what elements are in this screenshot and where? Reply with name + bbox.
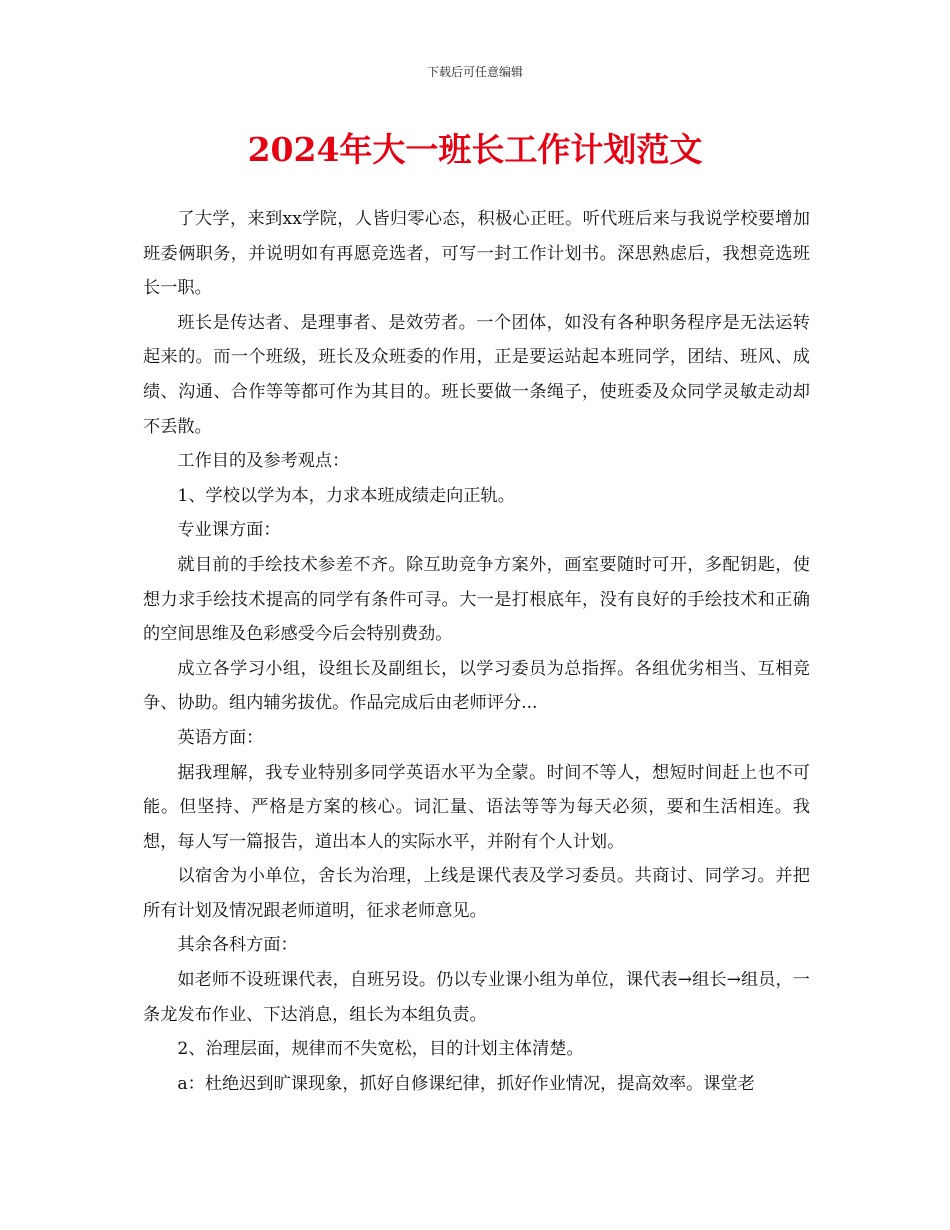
paragraph: 成立各学习小组，设组长及副组长，以学习委员为总指挥。各组优劣相当、互相竞争、协助。组内辅劣拔优。作品完成后由老师评分...: [143, 658, 810, 714]
paragraph: 工作目的及参考观点：: [177, 451, 350, 472]
paragraph: 专业课方面：: [177, 520, 281, 541]
paragraph: 其余各科方面：: [177, 935, 298, 956]
paragraph: 班长是传达者、是理事者、是效劳者。一个团体，如没有各种职务程序是无法运转起来的。而一个班级，班长及众班委的作用，正是要运站起本班同学，团结、班风、成绩、沟通、合作等等都可作为其目的。班长要做一条绳子，使班委及众同学灵敏走动却不丢散。: [143, 312, 810, 437]
paragraph: 据我理解，我专业特别多同学英语水平为全蒙。时间不等人，想短时间赶上也不可能。但坚持、严格是方案的核心。词汇量、语法等等为每天必须，要和生活相连。我想，每人写一篇报告，道出本人的实际水平，并附有个人计划。: [143, 762, 810, 852]
header-note: 下载后可任意编辑: [426, 65, 523, 79]
paragraph: 以宿舍为小单位，舍长为治理，上线是课代表及学习委员。共商讨、同学习。并把所有计划及情况跟老师道明，征求老师意见。: [143, 866, 810, 921]
paragraph: 1、学校以学为本，力求本班成绩走向正轨。: [177, 485, 515, 506]
paragraph: 就目前的手绘技术参差不齐。除互助竞争方案外，画室要随时可开，多配钥匙，使想力求手绘技术提高的同学有条件可寻。大一是打根底年，没有良好的手绘技术和正确的空间思维及色彩感受今后会特别费劲。: [143, 554, 810, 645]
paragraph: 了大学，来到xx学院，人皆归零心态，积极心正旺。听代班后来与我说学校要增加班委俩职务，并说明如有再愿竞选者，可写一封工作计划书。深思熟虑后，我想竞选班长一职。: [143, 209, 810, 299]
paragraph: 2、治理层面，规律而不失宽松，目的计划主体清楚。: [177, 1039, 584, 1060]
paragraph: 英语方面：: [177, 727, 264, 748]
paragraph: 如老师不设班课代表，自班另设。仍以专业课小组为单位，课代表→组长→组员，一条龙发布作业、下达消息，组长为本组负责。: [143, 970, 810, 1025]
body-text: [143, 202, 810, 1101]
paragraph: a：杜绝迟到旷课现象，抓好自修课纪律，抓好作业情况，提高效率。课堂老: [177, 1073, 755, 1094]
page-title: 2024年大一班长工作计划范文: [247, 130, 703, 169]
